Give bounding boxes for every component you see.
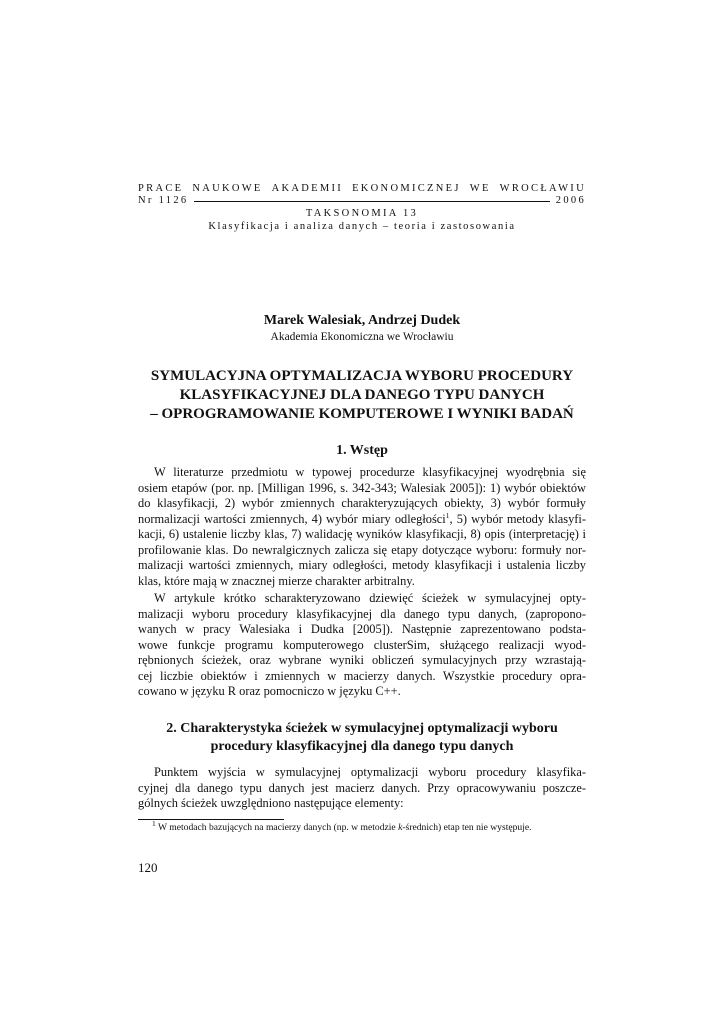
text-line: malizacji wartości zmiennych, miary odległości, metody klasyfikacji i ustalenia liczby bbox=[138, 558, 586, 572]
footnote-text: W metodach bazujących na macierzy danych (np. w metodzie bbox=[155, 822, 399, 833]
page-number: 120 bbox=[138, 860, 158, 875]
title-line: – OPROGRAMOWANIE KOMPUTEROWE I WYNIKI BADAŃ bbox=[150, 406, 574, 422]
text-line: profilowanie klas. Do newralgicznych zalicza się etapy dotyczące wyboru: formuły nor- bbox=[138, 542, 586, 557]
footnote-mark: 1 bbox=[152, 818, 156, 828]
series-word: WE bbox=[469, 183, 491, 194]
series-word: EKONOMICZNEJ bbox=[352, 183, 461, 194]
affiliation: Akademia Ekonomiczna we Wrocławiu bbox=[270, 331, 454, 343]
volume-subtitle: Klasyfikacja i analiza danych – teoria i zastosowania bbox=[208, 221, 516, 232]
text-line: klas, które mają w znacznej mierze charakter arbitralny. bbox=[138, 573, 415, 588]
series-word: PRACE bbox=[138, 183, 184, 194]
text-line: wowe funkcje programu komputerowego clusterSim, służącego realizacji wyod- bbox=[138, 637, 586, 652]
volume-title: TAKSONOMIA 13 bbox=[305, 208, 419, 219]
paragraph-section2-1 bbox=[138, 765, 586, 812]
paragraph-intro-1 bbox=[138, 465, 586, 589]
issue-number: Nr 1126 bbox=[138, 195, 189, 206]
paragraph-intro-2 bbox=[138, 591, 586, 700]
paper-title bbox=[120, 367, 604, 424]
series-word: WROCŁAWIU bbox=[499, 183, 586, 194]
header-rule bbox=[194, 201, 549, 202]
footnote-ref[interactable]: 1 bbox=[445, 510, 450, 520]
text-line: malizacji wyboru procedury klasyfikacyjnej dla danego typu danych, (zapropono- bbox=[138, 606, 586, 621]
title-line: SYMULACYJNA OPTYMALIZACJA WYBORU PROCEDURY bbox=[150, 368, 574, 384]
issue-line bbox=[138, 195, 586, 207]
text-line: Punktem wyjścia w symulacyjnej optymalizacji wyboru procedury klasyfika- bbox=[154, 765, 586, 779]
series-word: NAUKOWE bbox=[192, 183, 263, 194]
series-word: AKADEMII bbox=[271, 183, 344, 194]
footnote-text: -średnich) etap ten nie występuje. bbox=[402, 822, 532, 833]
text-fragment: normalizacji wartości zmiennych, 4) wybór miary odległości bbox=[138, 511, 446, 526]
title-line: KLASYFIKACYJNEJ DLA DANEGO TYPU DANYCH bbox=[179, 387, 545, 403]
text-line: cowano w języku R oraz pomocniczo w języku C++. bbox=[138, 684, 401, 698]
text-line: cyjnej dla danego typu danych jest macierz danych. Przy opracowywaniu poszcze- bbox=[138, 780, 586, 795]
text-line: do klasyfikacji, 2) wybór zmiennych charakteryzujących obiekty, 3) wybór formuły bbox=[138, 496, 586, 510]
footnote-italic: k bbox=[398, 822, 403, 833]
text-line: kacji, 6) ustalenie liczby klas, 7) walidację wyników klasyfikacji, 8) opis (interpretację) i bbox=[138, 527, 586, 541]
text-line: cej liczbie obiektów i zmiennych w macierzy danych. Wszystkie procedury opra- bbox=[138, 668, 586, 683]
section-heading-2 bbox=[138, 720, 586, 756]
text-line: osiem etapów (por. np. [Milligan 1996, s. 342-343; Walesiak 2005]): 1) wybór obiektów bbox=[138, 480, 586, 495]
text-line: W artykule krótko scharakteryzowano dziewięć ścieżek w symulacyjnej opty- bbox=[154, 591, 586, 605]
text-line-with-footnote bbox=[138, 512, 586, 528]
text-line: W literaturze przedmiotu w typowej procedurze klasyfikacyjnej wyodrębnia się bbox=[154, 465, 586, 479]
text-line: wanych w pracy Walesiaka i Dudka [2005]). Następnie zaprezentowano podsta- bbox=[138, 622, 586, 636]
authors: Marek Walesiak, Andrzej Dudek bbox=[263, 313, 461, 328]
footnote-separator bbox=[138, 819, 284, 820]
footnote bbox=[152, 818, 532, 833]
text-line: gólnych ścieżek uwzględniono następujące elementy: bbox=[138, 796, 404, 810]
text-fragment: , 5) wybór metody klasyfi- bbox=[449, 511, 586, 526]
text-line: rębnionych ścieżek, oraz wybrane wyniki obliczeń symulacyjnych przy wzrastają- bbox=[138, 653, 586, 667]
issue-year: 2006 bbox=[555, 195, 586, 206]
journal-series-line bbox=[138, 183, 586, 195]
heading-line: procedury klasyfikacyjnej dla danego typu danych bbox=[210, 739, 514, 754]
section-heading-intro: 1. Wstęp bbox=[336, 443, 388, 458]
heading-line: 2. Charakterystyka ścieżek w symulacyjnej optymalizacji wyboru bbox=[166, 721, 558, 736]
